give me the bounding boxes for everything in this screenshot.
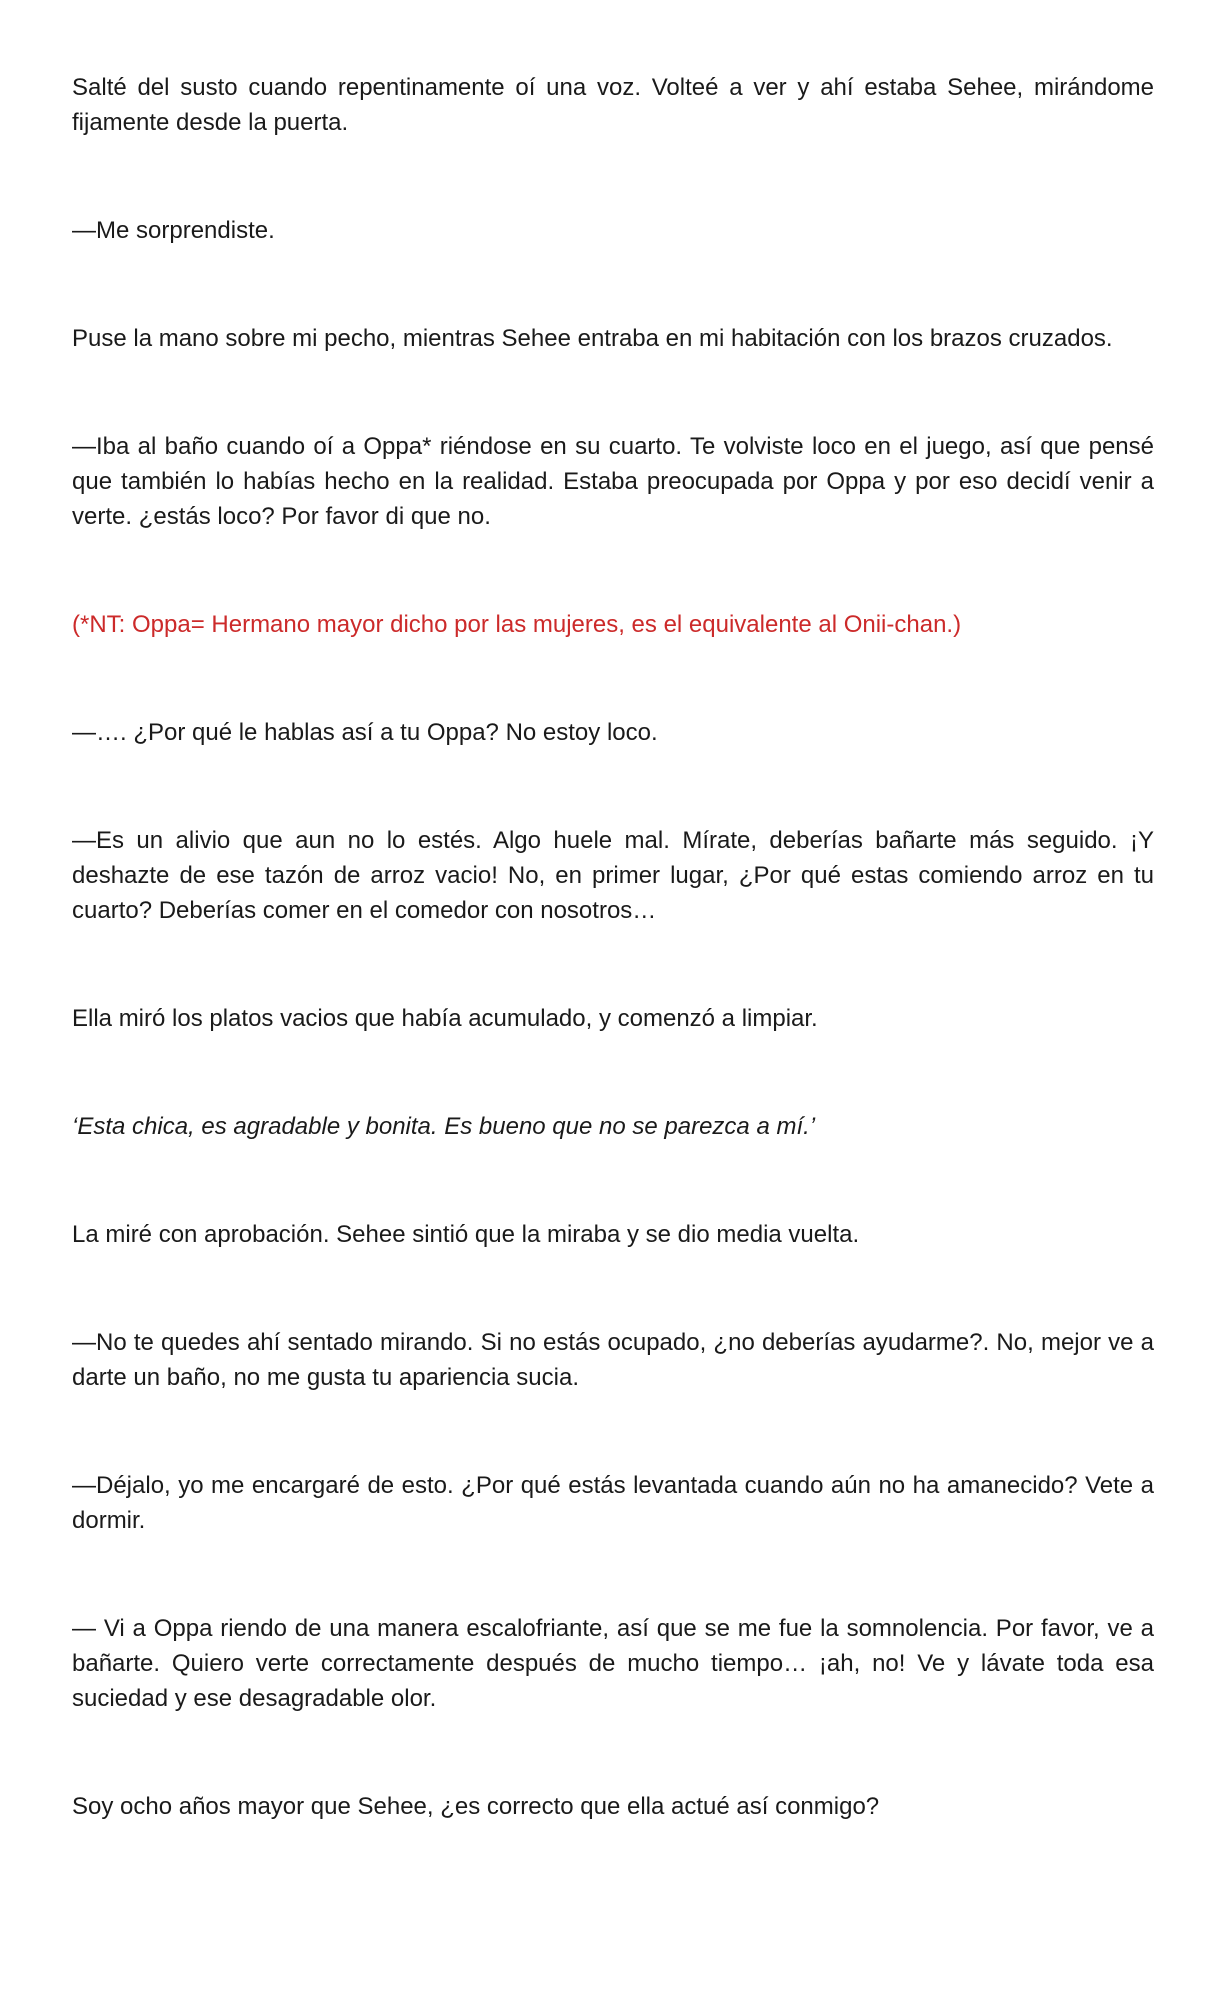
paragraph-dialogue-surprised: —Me sorprendiste. xyxy=(72,217,275,244)
paragraph-dialogue-sehee-worried: —Iba al baño cuando oí a Oppa* riéndose en su cuarto. Te volviste loco en el juego, así que pensé que también lo habías hecho en la realidad. Estaba preocupada por Oppa y por eso decidí venir a verte. ¿estás loco? Por favor di que no. xyxy=(72,433,1154,530)
document-page xyxy=(72,70,1154,1897)
paragraph-dialogue-go-sleep: —Déjalo, yo me encargaré de esto. ¿Por qué estás levantada cuando aún no ha amanecido? Vete a dormir. xyxy=(72,1472,1154,1534)
paragraph-dialogue-help-me: —No te quedes ahí sentado mirando. Si no estás ocupado, ¿no deberías ayudarme?. No, mejor ve a darte un baño, no me gusta tu apariencia sucia. xyxy=(72,1329,1154,1391)
paragraph-narration-approval: La miré con aprobación. Sehee sintió que la miraba y se dio media vuelta. xyxy=(72,1221,860,1248)
paragraph-inner-thought: ‘Esta chica, es agradable y bonita. Es bueno que no se parezca a mí.’ xyxy=(72,1113,816,1140)
paragraph-narration-hand-on-chest: Puse la mano sobre mi pecho, mientras Sehee entraba en mi habitación con los brazos cruzados. xyxy=(72,325,1113,352)
paragraph-narration-eight-years: Soy ocho años mayor que Sehee, ¿es correcto que ella actué así conmigo? xyxy=(72,1793,880,1820)
paragraph-dialogue-sehee-relief: —Es un alivio que aun no lo estés. Algo huele mal. Mírate, deberías bañarte más seguido. ¡Y deshazte de ese tazón de arroz vacio! No, en primer lugar, ¿Por qué estas comiendo arroz en tu cuarto? Deberías comer en el comedor con nosotros… xyxy=(72,827,1154,924)
paragraph-dialogue-go-bathe: — Vi a Oppa riendo de una manera escalofriante, así que se me fue la somnolencia. Por favor, ve a bañarte. Quiero verte correctamente después de mucho tiempo… ¡ah, no! Ve y lávate toda esa suciedad y ese desagradable olor. xyxy=(72,1615,1154,1712)
paragraph-dialogue-not-crazy: —…. ¿Por qué le hablas así a tu Oppa? No estoy loco. xyxy=(72,719,658,746)
paragraph-narration-cleaning: Ella miró los platos vacios que había acumulado, y comenzó a limpiar. xyxy=(72,1005,818,1032)
translator-note: (*NT: Oppa= Hermano mayor dicho por las mujeres, es el equivalente al Onii-chan.) xyxy=(72,611,962,638)
paragraph-narration-startled: Salté del susto cuando repentinamente oí una voz. Volteé a ver y ahí estaba Sehee, mirándome fijamente desde la puerta. xyxy=(72,74,1154,136)
